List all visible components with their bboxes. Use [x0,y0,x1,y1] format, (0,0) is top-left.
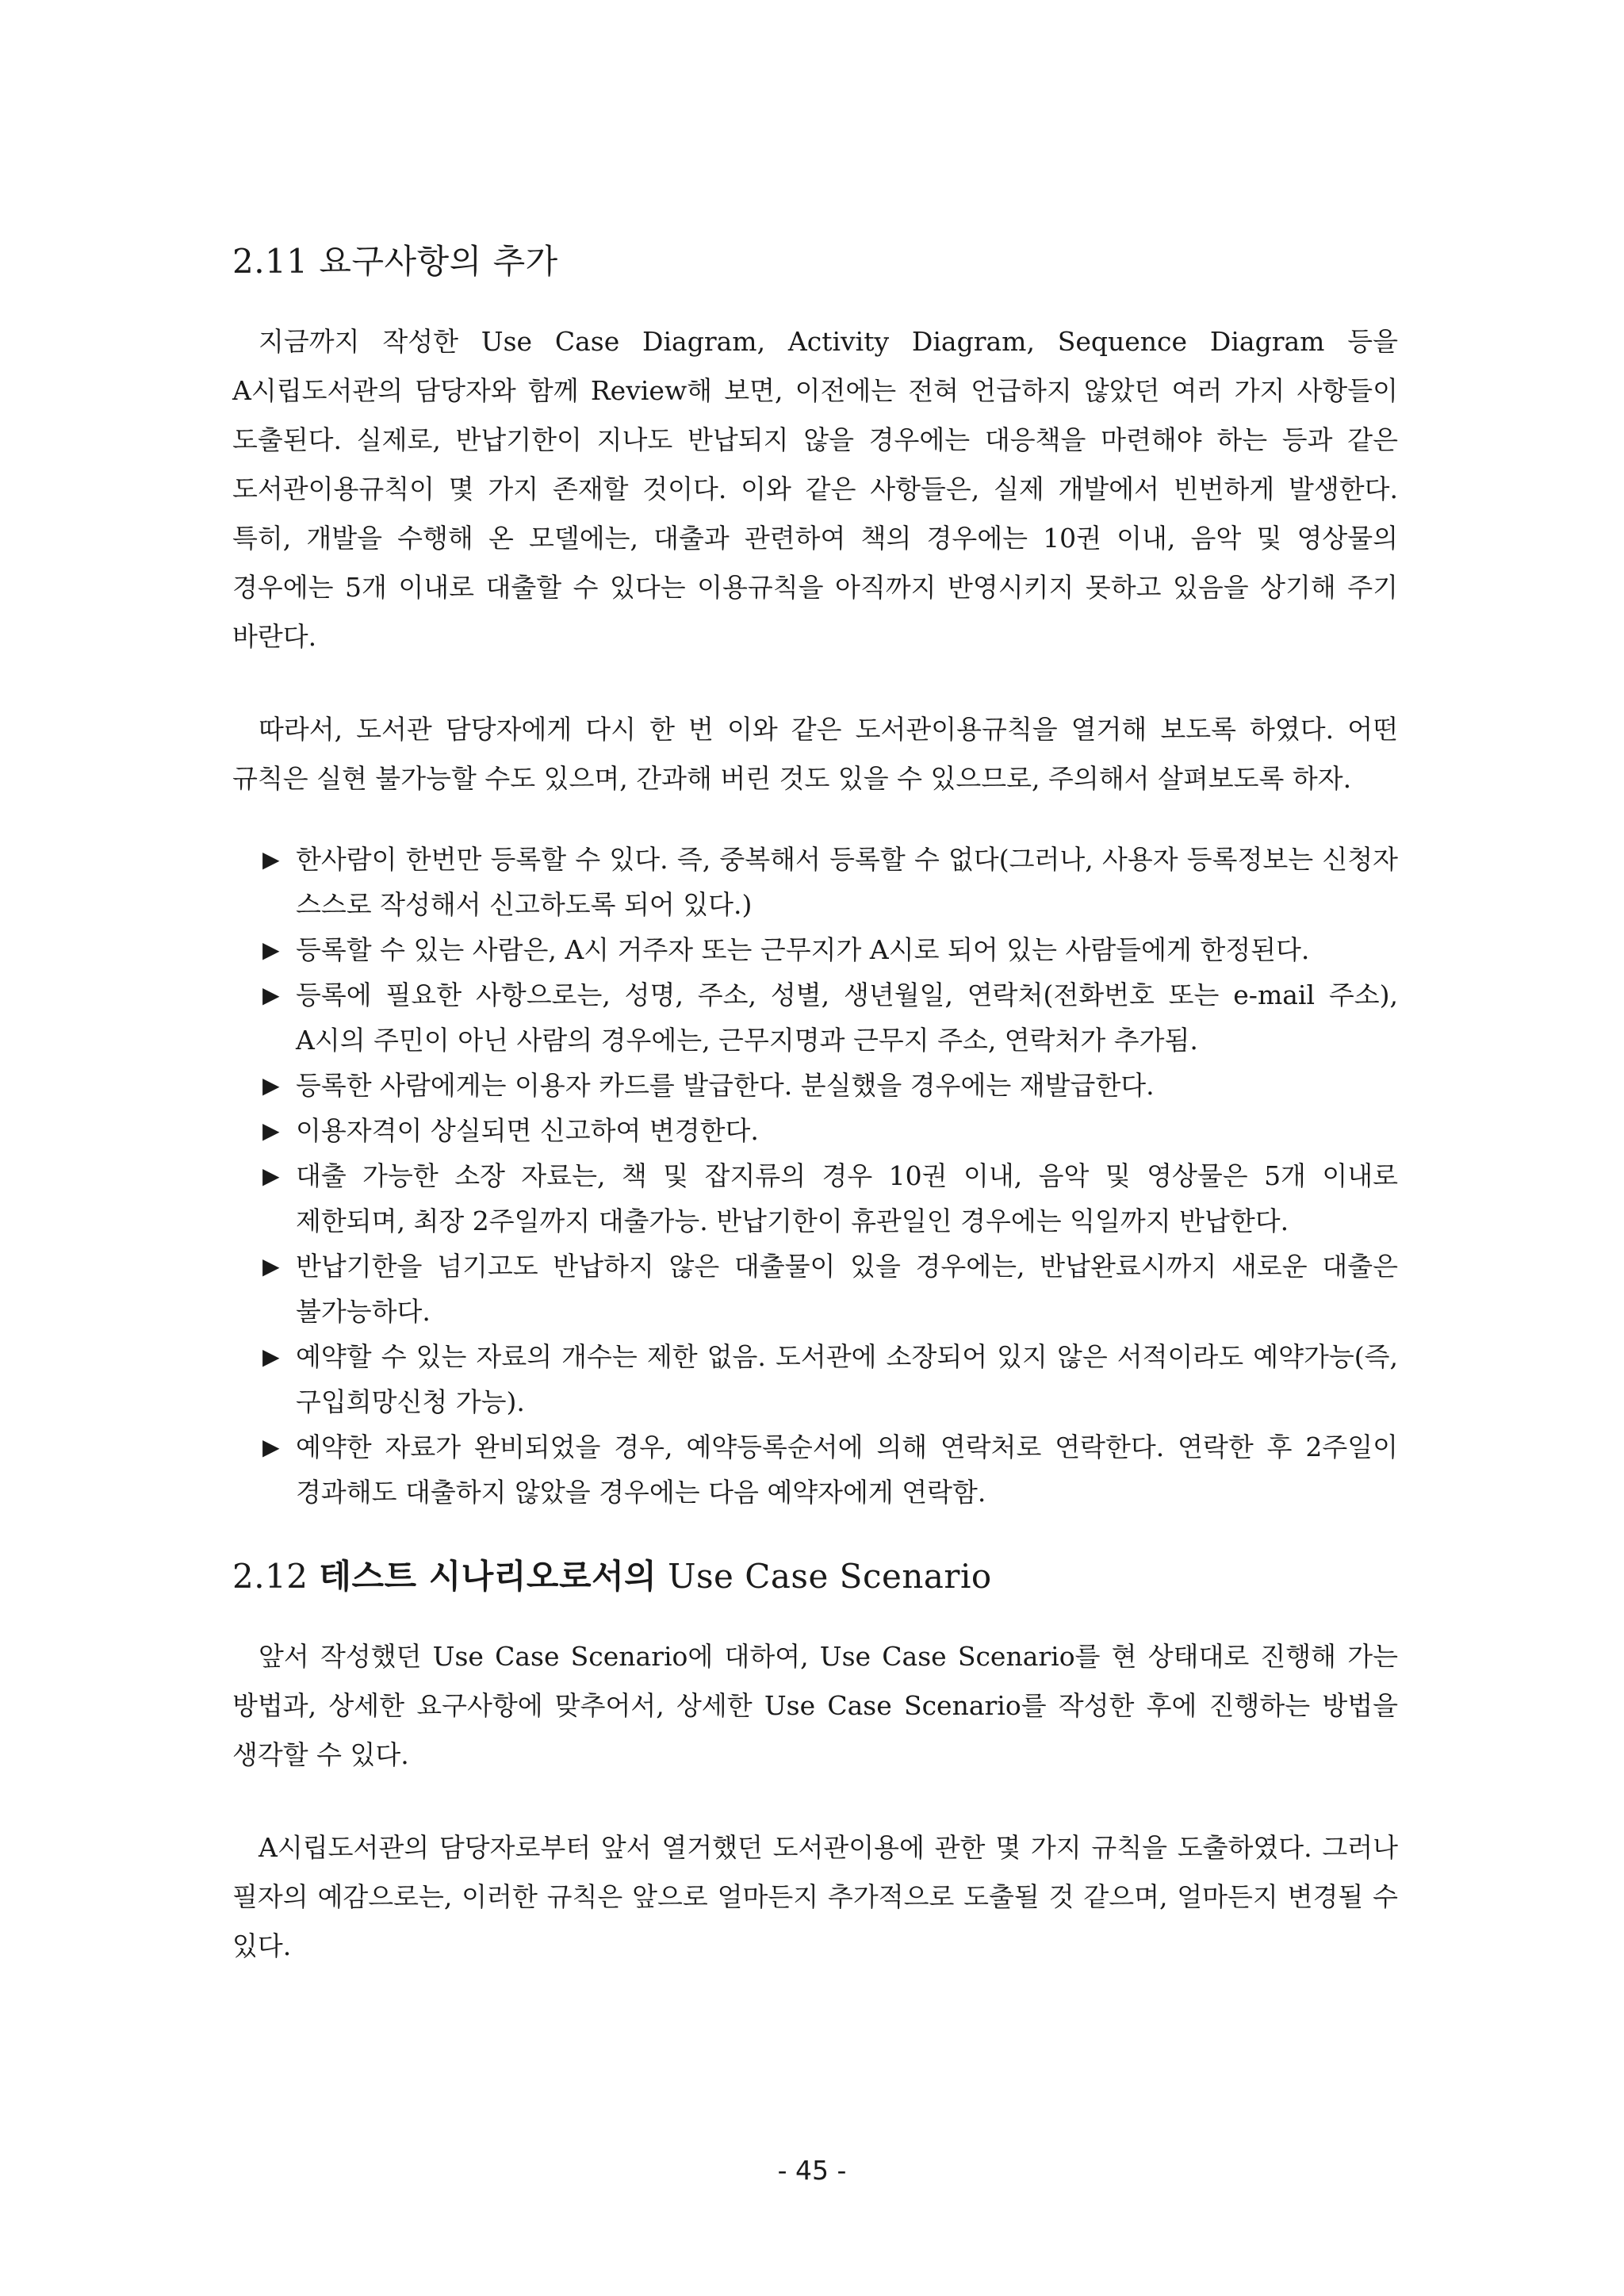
list-item-text: 등록에 필요한 사항으로는, 성명, 주소, 성별, 생년월일, 연락처(전화번호 또는 e-mail 주소), A시의 주민이 아닌 사람의 경우에는, 근무지명과 근무지 주소, 연락처가 추가됨. [296,979,1398,1056]
list-item [262,1424,1398,1515]
list-item-text: 예약할 수 있는 자료의 개수는 제한 없음. 도서관에 소장되어 있지 않은 서적이라도 예약가능(즉, 구입희망신청 가능). [296,1341,1398,1417]
list-item [262,1153,1398,1244]
heading-korean: 테스트 시나리오로서의 [319,1557,657,1596]
triangle-bullet-icon: ▶ [262,937,280,963]
paragraph-rules-derived: A시립도서관의 담당자로부터 앞서 열거했던 도서관이용에 관한 몇 가지 규칙을 도출하였다. 그러나 필자의 예감으로는, 이러한 규칙은 앞으로 얼마든지 추가적으로 도출될 것 같으며, 얼마든지 변경될 수 있다. [232,1832,1398,1961]
list-item-text: 예약한 자료가 완비되었을 경우, 예약등록순서에 의해 연락처로 연락한다. 연락한 후 2주일이 경과해도 대출하지 않았을 경우에는 다음 예약자에게 연락함. [296,1432,1398,1508]
paragraph-intro: 지금까지 작성한 Use Case Diagram, Activity Diagram, Sequence Diagram 등을 A시립도서관의 담당자와 함께 Review해 보면, 이전에는 전혀 언급하지 않았던 여러 가지 사항들이 도출된다. 실제로, 반납기한이 지나도 반납되지 않을 경우에는 대응책을 마련해야 하는 등과 같은 도서관이용규칙이 몇 가지 존재할 것이다. 이와 같은 사항들은, 실제 개발에서 빈번하게 발생한다. 특히, 개발을 수행해 온 모델에는, 대출과 관련하여 책의 경우에는 10권 이내, 음악 및 영상물의 경우에는 5개 이내로 대출할 수 있다는 이용규칙을 아직까지 반영시키지 못하고 있음을 상기해 주기 바란다. [232,326,1398,652]
list-item [262,1334,1398,1424]
list-item [262,1108,1398,1153]
paragraph-rules-intro: 따라서, 도서관 담당자에게 다시 한 번 이와 같은 도서관이용규칙을 열거해 보도록 하였다. 어떤 규칙은 실현 불가능할 수도 있으며, 간과해 버린 것도 있을 수 있으므로, 주의해서 살펴보도록 하자. [232,714,1398,794]
page-number: - 45 - [777,2155,847,2186]
triangle-bullet-icon: ▶ [262,1253,280,1279]
triangle-bullet-icon: ▶ [262,982,280,1008]
list-item [262,1244,1398,1334]
list-item-text: 이용자격이 상실되면 신고하여 변경한다. [296,1115,759,1146]
list-item [262,1063,1398,1108]
rules-list [232,837,1398,1515]
triangle-bullet-icon: ▶ [262,1117,280,1144]
section-heading-2-11 [232,238,1398,286]
paragraph-scenario: 앞서 작성했던 Use Case Scenario에 대하여, Use Case Scenario를 현 상태대로 진행해 가는 방법과, 상세한 요구사항에 맞추어서, 상세한 Use Case Scenario를 작성한 후에 진행하는 방법을 생각할 수 있다. [232,1641,1398,1770]
triangle-bullet-icon: ▶ [262,1163,280,1189]
list-item [262,972,1398,1063]
triangle-bullet-icon: ▶ [262,846,280,872]
list-item [262,927,1398,972]
heading-text: 2.11 요구사항의 추가 [232,242,558,281]
triangle-bullet-icon: ▶ [262,1072,280,1098]
heading-number: 2.12 [232,1557,308,1596]
document-page [232,238,1398,1971]
list-item-text: 등록한 사람에게는 이용자 카드를 발급한다. 분실했을 경우에는 재발급한다. [296,1070,1155,1101]
list-item-text: 한사람이 한번만 등록할 수 있다. 즉, 중복해서 등록할 수 없다(그러나, 사용자 등록정보는 신청자 스스로 작성해서 신고하도록 되어 있다.) [296,844,1398,920]
list-item-text: 대출 가능한 소장 자료는, 책 및 잡지류의 경우 10권 이내, 음악 및 영상물은 5개 이내로 제한되며, 최장 2주일까지 대출가능. 반납기한이 휴관일인 경우에는 익일까지 반납한다. [296,1160,1398,1236]
triangle-bullet-icon: ▶ [262,1434,280,1460]
triangle-bullet-icon: ▶ [262,1343,280,1370]
list-item [262,837,1398,927]
list-item-text: 반납기한을 넘기고도 반납하지 않은 대출물이 있을 경우에는, 반납완료시까지 새로운 대출은 불가능하다. [296,1251,1398,1327]
list-item-text: 등록할 수 있는 사람은, A시 거주자 또는 근무지가 A시로 되어 있는 사람들에게 한정된다. [296,934,1310,965]
section-heading-2-12 [232,1553,1398,1600]
heading-english: Use Case Scenario [668,1557,992,1596]
